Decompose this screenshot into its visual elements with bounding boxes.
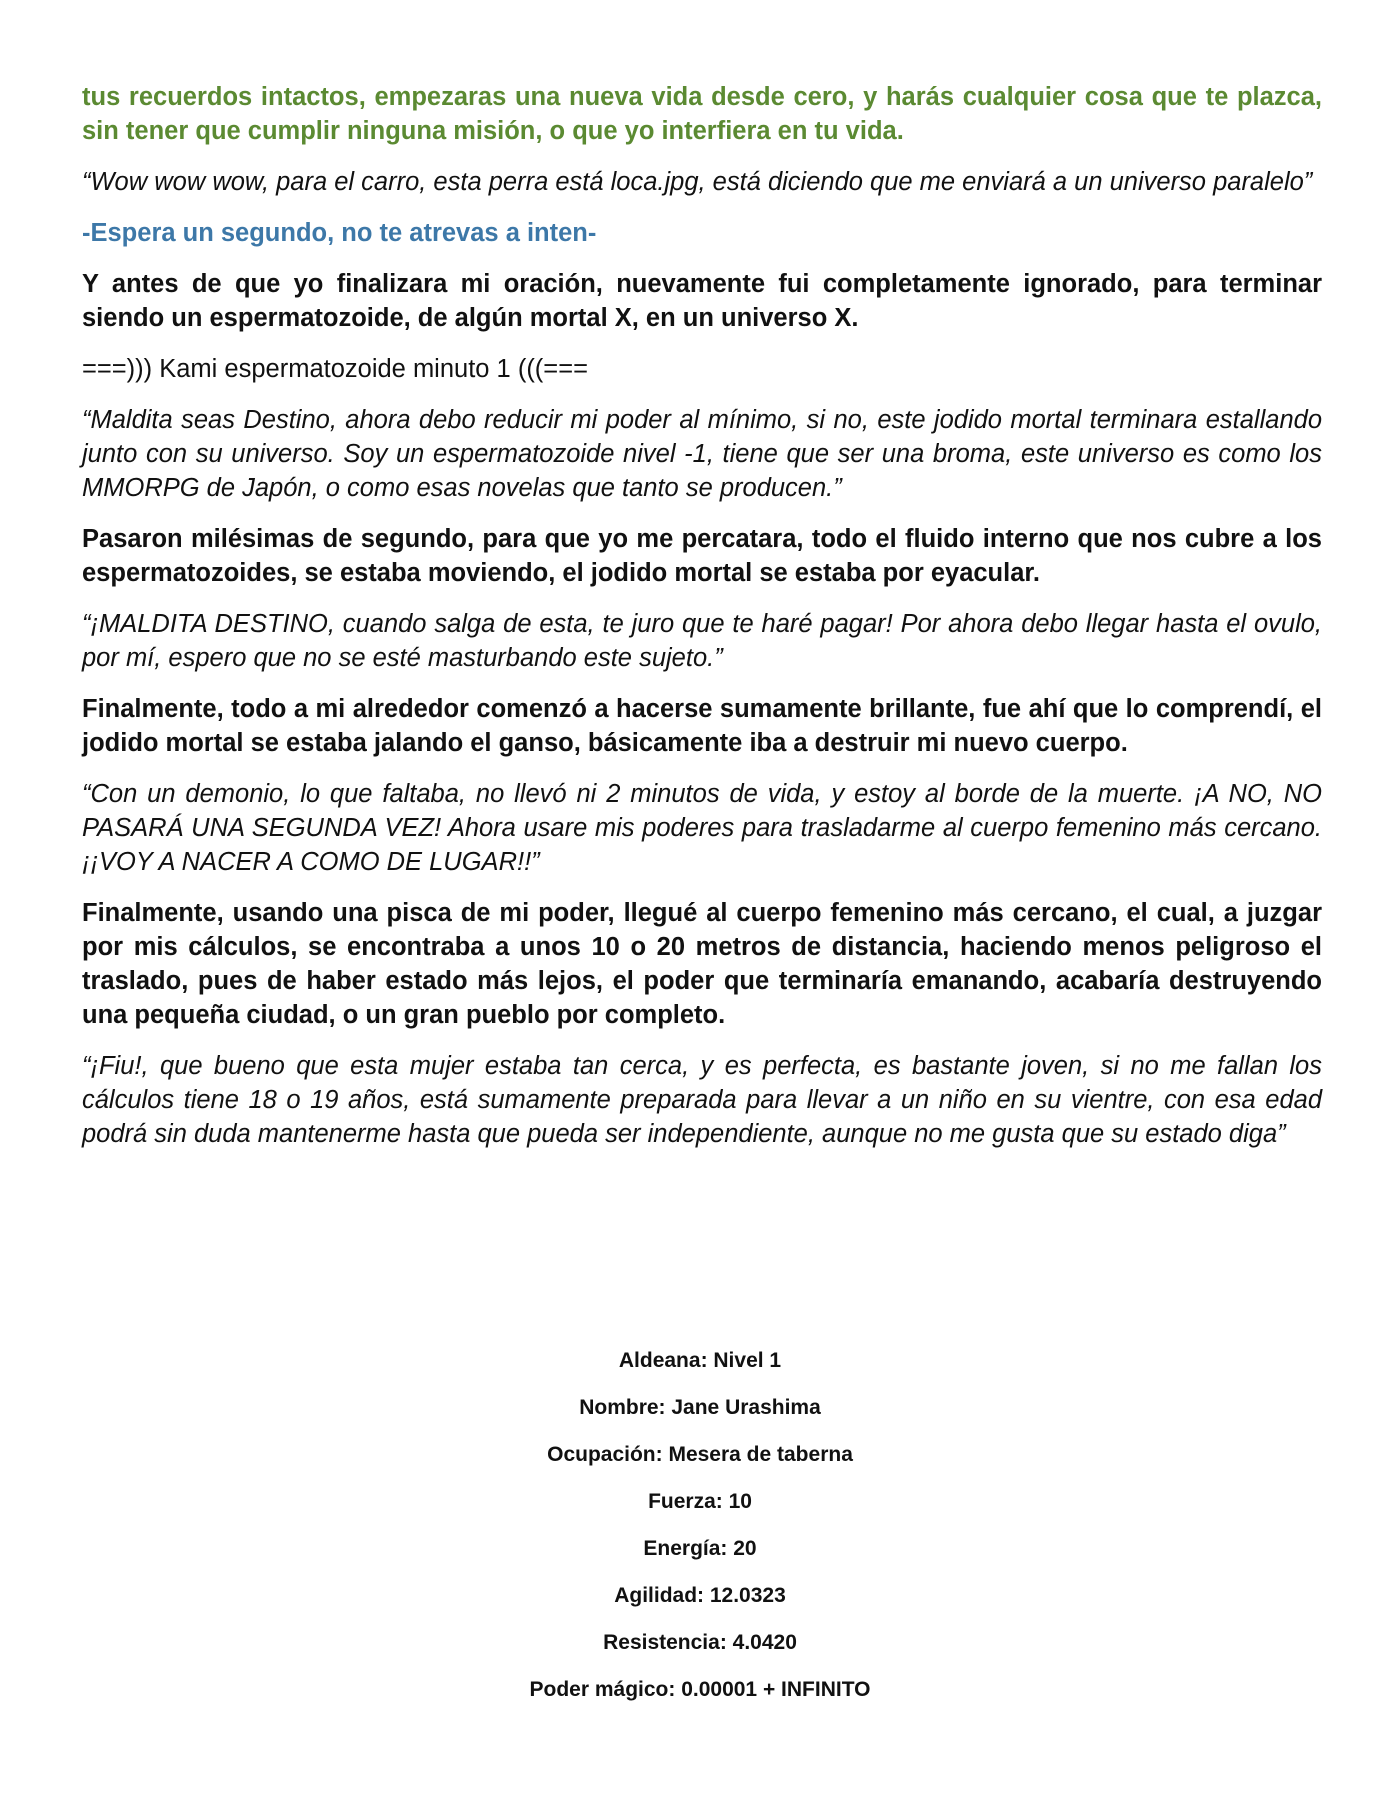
section-heading: ===))) Kami espermatozoide minuto 1 (((=== <box>82 355 588 383</box>
paragraph-thought: “Wow wow wow, para el carro, esta perra está loca.jpg, está diciendo que me enviará a un universo paralelo” <box>82 168 1313 196</box>
document-body <box>82 80 1322 1168</box>
stat-class-level: Aldeana: Nivel 1 <box>618 1349 782 1372</box>
paragraph-narration: Finalmente, todo a mi alrededor comenzó a hacerse sumamente brillante, fue ahí que lo comprendí, el jodido mortal se estaba jalando el ganso, básicamente iba a destruir mi nuevo cuerpo. <box>82 695 1322 757</box>
paragraph-blue-dialogue: -Espera un segundo, no te atrevas a inten- <box>82 219 597 247</box>
paragraph-thought: “¡MALDITA DESTINO, cuando salga de esta, te juro que te haré pagar! Por ahora debo llegar hasta el ovulo, por mí, espero que no se esté masturbando este sujeto.” <box>82 610 1322 672</box>
stat-resistance: Resistencia: 4.0420 <box>603 1631 797 1654</box>
paragraph-narration: Finalmente, usando una pisca de mi poder, llegué al cuerpo femenino más cercano, el cual, a juzgar por mis cálculos, se encontraba a unos 10 o 20 metros de distancia, haciendo menos peligroso el traslado, pues de haber estado más lejos, el poder que terminaría emanando, acabaría destruyendo una pequeña ciudad, o un gran pueblo por completo. <box>82 899 1322 1029</box>
paragraph-narration: Pasaron milésimas de segundo, para que yo me percatara, todo el fluido interno que nos cubre a los espermatozoides, se estaba moviendo, el jodido mortal se estaba por eyacular. <box>82 525 1322 587</box>
paragraph-thought: “¡Fiu!, que bueno que esta mujer estaba tan cerca, y es perfecta, es bastante joven, si no me fallan los cálculos tiene 18 o 19 años, está sumamente preparada para llevar a un niño en su vientre, con esa edad podrá sin duda mantenerme hasta que pueda ser independiente, aunque no me gusta que su estado diga” <box>82 1052 1322 1148</box>
stat-energy: Energía: 20 <box>643 1537 757 1560</box>
stat-agility: Agilidad: 12.0323 <box>614 1584 786 1607</box>
stat-name: Nombre: Jane Urashima <box>579 1396 821 1419</box>
paragraph-thought: “Maldita seas Destino, ahora debo reducir mi poder al mínimo, si no, este jodido mortal terminara estallando junto con su universo. Soy un espermatozoide nivel -1, tiene que ser una broma, este universo es como los MMORPG de Japón, o como esas novelas que tanto se producen.” <box>82 406 1322 502</box>
paragraph-green-narration: tus recuerdos intactos, empezaras una nueva vida desde cero, y harás cualquier cosa que te plazca, sin tener que cumplir ninguna misión, o que yo interfiera en tu vida. <box>82 83 1322 145</box>
stat-strength: Fuerza: 10 <box>648 1490 752 1513</box>
paragraph-thought: “Con un demonio, lo que faltaba, no llevó ni 2 minutos de vida, y estoy al borde de la muerte. ¡A NO, NO PASARÁ UNA SEGUNDA VEZ! Ahora usare mis poderes para trasladarme al cuerpo femenino más cercano. ¡¡VOY A NACER A COMO DE LUGAR!!” <box>82 780 1322 876</box>
paragraph-narration: Y antes de que yo finalizara mi oración, nuevamente fui completamente ignorado, para terminar siendo un espermatozoide, de algún mortal X, en un universo X. <box>82 270 1322 332</box>
character-stats-block <box>0 1337 1400 1713</box>
stat-magic-power: Poder mágico: 0.00001 + INFINITO <box>529 1678 871 1701</box>
stat-occupation: Ocupación: Mesera de taberna <box>547 1443 853 1466</box>
